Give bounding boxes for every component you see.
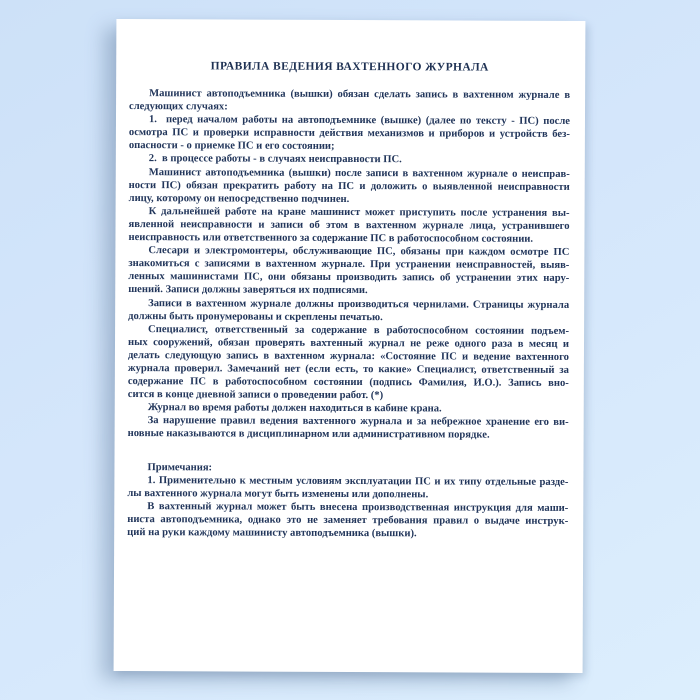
document-title: ПРАВИЛА ВЕДЕНИЯ ВАХТЕННОГО ЖУРНАЛА xyxy=(210,60,489,74)
document-body xyxy=(127,87,570,541)
text-line: осмотра ПС и проверки исправности действия механизмов и приборов и устройств без- xyxy=(128,127,570,141)
text-line: опасности - о приемке ПС и его состоянии; xyxy=(128,140,335,153)
paragraph xyxy=(128,205,569,246)
paragraph xyxy=(129,153,570,168)
text-line: должны быть пронумерованы и скреплены печатью. xyxy=(128,310,383,323)
text-line: ниста автоподъемника, однако это не заменяет требования правил о выдаче инструк- xyxy=(127,513,569,527)
text-line: Специалист, ответственный за содержание в работоспособном состоянии подъем- xyxy=(148,323,570,337)
page-content xyxy=(114,19,585,541)
paragraph xyxy=(127,474,568,502)
text-line: За нарушение правил ведения вахтенного журнала и за небрежное хранение его ви- xyxy=(147,415,569,429)
text-line: делать следующую запись в вахтенном журнала: «Состояние ПС и ведение вахтенного xyxy=(127,349,569,363)
text-line: В вахтенный журнал может быть внесена производственная инструкция для маши- xyxy=(147,500,569,514)
document-page xyxy=(114,19,586,673)
text-line: шений. Записи должны заверяться их подписями. xyxy=(128,284,368,297)
text-line: лы вахтенного журнала могут быть изменены или дополнены. xyxy=(127,487,429,501)
text-line: знакомиться с записями в вахтенном журнале. При устранении неисправностей, выяв- xyxy=(128,258,570,272)
text-line: лицу, которому он непосредственно подчинен. xyxy=(128,192,350,205)
text-line: Машинист автоподъемника (вышки) обязан сделать запись в вахтенном журнале в xyxy=(149,88,571,101)
text-line: 1. перед началом работы на автоподъемнике (вышке) (далее по тексту - ПС) после xyxy=(148,114,571,128)
text-line: журнала проверил. Замечаний нет (если есть, то какие» Специалист, ответственный за xyxy=(127,363,569,376)
text-line: ций на руки каждому машинисту автоподъемника (вышки). xyxy=(127,527,417,540)
text-line: следующих случаях: xyxy=(129,101,228,113)
text-line: Примечания: xyxy=(147,461,213,473)
paragraph xyxy=(129,166,570,207)
text-line: Журнал во время работы должен находиться в кабине крана. xyxy=(147,402,442,415)
text-line: Записи в вахтенном журнале должны производиться чернилами. Страницы журнала xyxy=(148,297,570,311)
text-line: 1. Применительно к местным условиям эксплуатации ПС и их типу отдельные разде- xyxy=(147,474,569,488)
paragraph xyxy=(129,87,570,115)
paragraph xyxy=(128,323,569,403)
text-line: Машинист автоподъемника (вышки) после записи в вахтенном журнале о неисправ- xyxy=(148,166,570,180)
text-line: сится в конце дневной записи о проведении работ. (*) xyxy=(127,389,384,402)
paragraph xyxy=(128,414,569,442)
text-line: неисправность или ответственного за содержание ПС в работоспособном состоянии. xyxy=(128,232,534,245)
paragraph xyxy=(128,297,569,325)
text-line: 2. в процессе работы - в случаях неисправности ПС. xyxy=(148,153,402,166)
text-line: Слесари и электромонтеры, обслуживающие ПС, обязаны при каждом осмотре ПС xyxy=(148,245,570,259)
text-line: содержание ПС в работоспособном состоянии (подпись Фамилия, И.О.). Запись вно- xyxy=(127,376,569,390)
text-line: ности ПС) обязан прекратить работу на ПС и доложить о выявленной неисправности xyxy=(128,179,570,193)
text-line: ных сооружений, обязан проверять вахтенный журнал не реже одного раза в месяц и xyxy=(127,336,570,350)
paragraph xyxy=(127,500,568,541)
text-line: явленной неисправности и записи об этом в вахтенном журнале лица, устранившего xyxy=(128,218,570,232)
paragraph xyxy=(129,113,570,154)
text-line: К дальнейшей работе на кране машинист может приступить после устранения вы- xyxy=(148,205,570,219)
text-line: новные наказываются в дисциплинарном или административном порядке. xyxy=(127,428,490,442)
paragraph xyxy=(128,244,569,298)
text-line: ленных машинистами ПС, они обязаны производить запись об устранении этих нару- xyxy=(128,271,570,285)
